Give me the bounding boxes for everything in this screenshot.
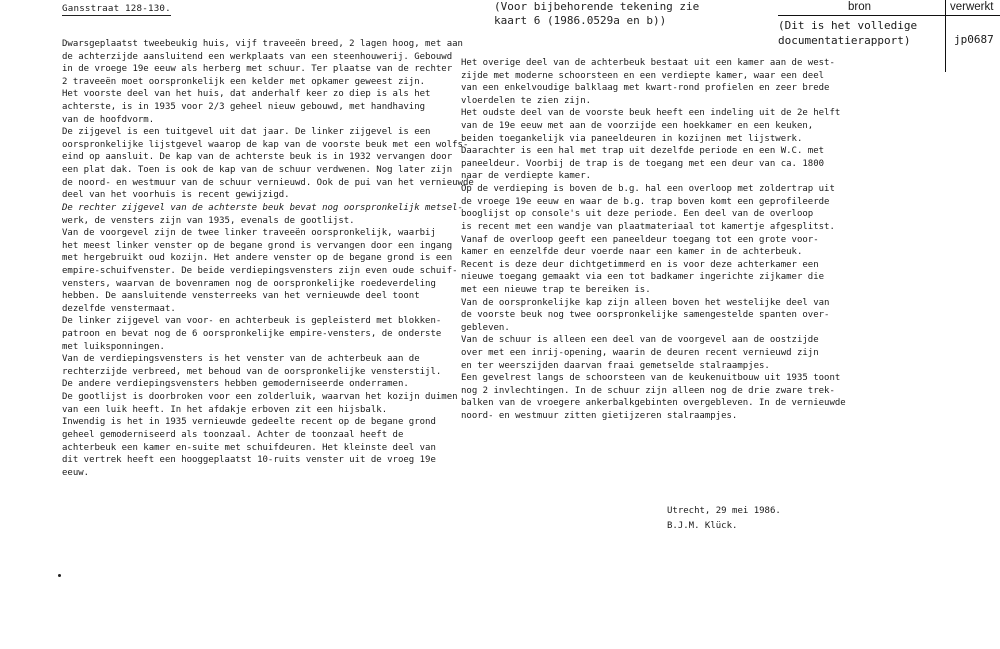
drawing-note-line-2: kaart 6 (1986.0529a en b)) bbox=[494, 14, 667, 27]
stamp-report-note bbox=[778, 19, 917, 48]
text-line: met een nieuwe trap te bereiken is. bbox=[461, 284, 651, 295]
text-line: gebleven. bbox=[461, 322, 510, 333]
text-line: Het overige deel van de achterbeuk bestaat uit een kamer aan de west- bbox=[461, 58, 835, 68]
text-line: Dwarsgeplaatst tweebeukig huis, vijf traveeën breed, 2 lagen hoog, met aan bbox=[62, 39, 463, 49]
right-text-column bbox=[461, 57, 846, 423]
text-line: paneeldeur. Voorbij de trap is de toegang met een deur van ca. 1800 bbox=[461, 158, 825, 169]
text-line: nieuwe toegang gemaakt via een tot badkamer ingerichte zijkamer die bbox=[461, 272, 825, 283]
text-line: in de vroege 19e eeuw als herberg met schuur. Ter plaatse van de rechter bbox=[62, 64, 453, 75]
text-line: hebben. De aansluitende vensterreeks van het vernieuwde deel toont bbox=[62, 291, 420, 302]
text-line: Van de voorgevel zijn de twee linker traveeën oorspronkelijk, waarbij bbox=[62, 228, 436, 239]
text-line: De linker zijgevel van voor- en achterbeuk is gepleisterd met blokken- bbox=[62, 316, 442, 327]
text-line: deel van het voorhuis is recent gewijzigd. bbox=[62, 190, 290, 201]
text-line: Het oudste deel van de voorste beuk heeft een indeling uit de 2e helft bbox=[461, 108, 841, 119]
signature-author: B.J.M. Klück. bbox=[667, 521, 738, 531]
text-line: Inwendig is het in 1935 vernieuwde gedeelte recent op de begane grond bbox=[62, 417, 436, 428]
text-line: eeuw. bbox=[62, 467, 90, 478]
text-line: De gootlijst is doorbroken voor een zolderluik, waarvan het kozijn duimen bbox=[62, 392, 458, 403]
text-line: Het voorste deel van het huis, dat anderhalf keer zo diep is als het bbox=[62, 89, 431, 100]
text-line: over met een inrij-opening, waarin de deuren recent vernieuwd zijn bbox=[461, 348, 819, 359]
text-line: achterbeuk een kamer en-suite met schuifdeuren. Het kleinste deel van bbox=[62, 442, 436, 453]
stamp-bron-label: bron bbox=[848, 1, 872, 13]
text-line: Van de oorspronkelijke kap zijn alleen boven het westelijke deel van bbox=[461, 297, 830, 308]
text-line: Recent is deze deur dichtgetimmerd en is voor deze achterkamer een bbox=[461, 259, 819, 270]
text-line: achterste, is in 1935 voor 2/3 geheel nieuw gebouwd, met handhaving bbox=[62, 102, 426, 113]
text-line: en ter weerszijden daarvan fraai gemetselde stalraampjes. bbox=[461, 360, 770, 371]
text-line: van een enkelvoudige balklaag met kwart-rond profielen en zeer brede bbox=[461, 83, 830, 94]
text-line: een plat dak. Toen is ook de kap van de schuur verdwenen. Nog later zijn bbox=[62, 165, 453, 176]
report-note-line-1: (Dit is het volledige bbox=[778, 19, 918, 32]
text-line: van een luik heeft. In het afdakje erboven zit een hijsbalk. bbox=[62, 404, 388, 415]
text-line: beiden toegankelijk via paneeldeuren in kozijnen met lijstwerk. bbox=[461, 133, 803, 144]
left-text-column bbox=[62, 38, 474, 479]
text-line: De andere verdiepingsvensters hebben gemoderniseerde onderramen. bbox=[62, 379, 409, 390]
text-line: patroon en bevat nog de 6 oorspronkelijke empire-vensters, de onderste bbox=[62, 329, 442, 340]
report-note-line-2: documentatierapport) bbox=[778, 33, 911, 47]
stamp-code: jp0687 bbox=[954, 33, 994, 46]
text-line: dit vertrek heeft een hooggeplaatst 10-ruits venster uit de vroeg 19e bbox=[62, 455, 436, 466]
text-line: geheel gemoderniseerd als toonzaal. Achter de toonzaal heeft de bbox=[62, 429, 404, 440]
text-line: booglijst op console's uit deze periode. Een deel van de overloop bbox=[461, 209, 814, 220]
text-line: kamer en eenzelfde deur voerde naar een kamer in de achterbeuk. bbox=[461, 247, 803, 258]
text-line: dezelfde venstermaat. bbox=[62, 303, 176, 314]
text-line: de noord- en westmuur van de schuur vernieuwd. Ook de pui van het vernieuwde bbox=[62, 177, 474, 188]
text-line: balken van de vroegere ankerbalkgebinten overgebleven. In de vernieuwde bbox=[461, 398, 846, 409]
signature-place-date: Utrecht, 29 mei 1986. bbox=[667, 506, 781, 516]
text-line: de voorste beuk nog twee oorspronkelijke samengestelde spanten over- bbox=[461, 310, 830, 321]
text-line: van de hoofdvorm. bbox=[62, 114, 155, 125]
text-line: Daarachter is een hal met trap uit dezelfde periode en een W.C. met bbox=[461, 146, 825, 157]
text-line: met luiksponningen. bbox=[62, 341, 165, 352]
text-line: 2 traveeën moet oorspronkelijk een kelder met opkamer geweest zijn. bbox=[62, 76, 426, 87]
text-line: is recent met een wandje van plaatmateriaal tot kamertje afgesplitst. bbox=[461, 221, 835, 232]
drawing-note-line-1: (Voor bijbehorende tekening zie bbox=[494, 0, 700, 13]
text-line: Van de verdiepingsvensters is het venster van de achterbeuk aan de bbox=[62, 354, 420, 365]
drawing-reference-note bbox=[494, 0, 699, 28]
text-line: de achterzijde aansluitend een werkplaats van een steenhouwerij. Gebouwd bbox=[62, 51, 453, 62]
text-line: vensters, waarvan de bovenramen nog de oorspronkelijke roedeverdeling bbox=[62, 278, 436, 289]
text-line: Van de schuur is alleen een deel van de voorgevel aan de oostzijde bbox=[461, 335, 819, 346]
text-line: De zijgevel is een tuitgevel uit dat jaar. De linker zijgevel is een bbox=[62, 127, 431, 138]
text-line: noord- en westmuur zitten gietijzeren stalraampjes. bbox=[461, 411, 738, 422]
text-line: rechterzijde verbreed, met behoud van de oorspronkelijke vensterstijl. bbox=[62, 366, 442, 377]
text-line: met hergebruikt oud kozijn. Het andere venster op de begane grond is een bbox=[62, 253, 453, 264]
text-line: de vroege 19e eeuw en waar de b.g. trap boven komt een geprofileerde bbox=[461, 196, 830, 207]
text-line: De rechter zijgevel van de achterste beuk bevat nog oorspronkelijk metsel- bbox=[62, 202, 463, 213]
text-line: het meest linker venster op de begane grond is vervangen door een ingang bbox=[62, 240, 453, 251]
text-line: eind op aansluit. De kap van de achterste beuk is in 1932 vervangen door bbox=[62, 152, 453, 163]
text-line: Een gevelrest langs de schoorsteen van de keukenuitbouw uit 1935 toont bbox=[461, 373, 841, 384]
text-line: naar de verdiepte kamer. bbox=[461, 171, 592, 182]
text-line: zijde met moderne schoorsteen en een verdiepte kamer, waar een deel bbox=[461, 70, 825, 81]
text-line: werk, de vensters zijn van 1935, evenals de gootlijst. bbox=[62, 215, 355, 226]
address-heading: Gansstraat 128-130. bbox=[62, 3, 171, 14]
text-line: vloerdelen te zien zijn. bbox=[461, 95, 592, 106]
stamp-verwerkt-label: verwerkt bbox=[950, 1, 994, 13]
text-line: Op de verdieping is boven de b.g. hal een overloop met zoldertrap uit bbox=[461, 184, 835, 195]
stamp-divider-vertical bbox=[945, 0, 946, 72]
stamp-divider-horizontal bbox=[778, 15, 1000, 16]
stray-dot-mark bbox=[58, 574, 61, 577]
text-line: van de 19e eeuw met aan de voorzijde een hoekkamer en een keuken, bbox=[461, 121, 814, 132]
text-line: Vanaf de overloop geeft een paneeldeur toegang tot een grote voor- bbox=[461, 234, 819, 245]
text-line: oorspronkelijke lijstgevel waarop de kap van de voorste beuk met een wolfs- bbox=[62, 139, 469, 150]
text-line: empire-schuifvenster. De beide verdiepingsvensters zijn even oude schuif- bbox=[62, 265, 458, 276]
text-line: nog 2 invlechtingen. In de schuur zijn alleen nog de drie zware trek- bbox=[461, 385, 835, 396]
